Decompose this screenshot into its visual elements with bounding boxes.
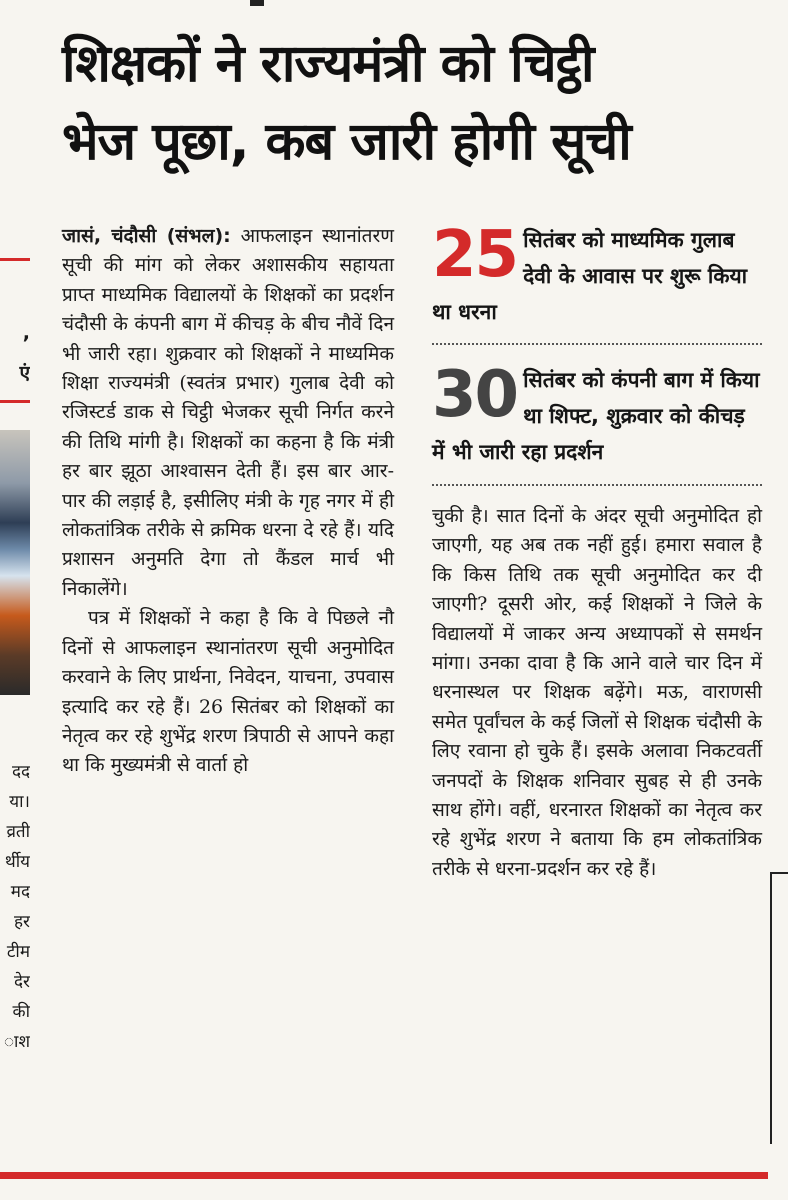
strip-fragment: एं bbox=[19, 362, 30, 384]
fact-number: 30 bbox=[432, 358, 518, 432]
article-column-right bbox=[432, 502, 762, 884]
paragraph-1 bbox=[62, 222, 394, 604]
dotted-divider bbox=[432, 484, 762, 486]
paragraph-2: पत्र में शिक्षकों ने कहा है कि वे पिछले नौ दिनों से आफलाइन स्थानांतरण सूची अनुमोदित करवाने के लिए प्रार्थना, निवेदन, याचना, उपवास इत्यादि कर रहे हैं। 26 सितंबर को शिक्षकों का नेतृत्व कर रहे शुभेंद्र शरण त्रिपाठी से आपने कहा था कि मुख्यमंत्री से वार्ता हो bbox=[62, 607, 394, 777]
adjacent-photo bbox=[0, 430, 30, 695]
bottom-red-rule bbox=[0, 1172, 768, 1179]
fact-box-1 bbox=[432, 218, 764, 330]
fact-number: 25 bbox=[432, 218, 518, 292]
paragraph-3: चुकी है। सात दिनों के अंदर सूची अनुमोदित हो जाएगी, यह अब तक नहीं हुई। हमारा सवाल है कि किस तिथि तक सूची अनुमोदित कर दी जाएगी? दूसरी ओर, कई शिक्षकों ने जिले के विद्यालयों में जाकर अन्य अध्यापकों से समर्थन मांगा। उनका दावा है कि आने वाले चार दिन में धरनास्थल पर शिक्षक बढ़ेंगे। मऊ, वाराणसी समेत पूर्वांचल के कई जिलों से शिक्षक चंदौसी के लिए रवाना हो चुके हैं। इसके अलावा निकटवर्ती जनपदों के शिक्षक शनिवार सुबह से ही उनके साथ होंगे। वहीं, धरनारत शिक्षकों का नेतृत्व कर रहे शुभेंद्र शरण ने बताया कि हम लोकतांत्रिक तरीके से धरना-प्रदर्शन कर रहे हैं। bbox=[432, 505, 762, 880]
article-column-left bbox=[62, 222, 394, 781]
top-edge-mark bbox=[250, 0, 264, 6]
headline-line-1: शिक्षकों ने राज्यमंत्री को चिट्ठी bbox=[62, 34, 594, 94]
strip-fragment: मद bbox=[10, 882, 30, 902]
headline-line-2: भेज पूछा, कब जारी होगी सूची bbox=[62, 112, 631, 172]
strip-fragment: हर bbox=[14, 912, 30, 932]
strip-fragment: र्थीय bbox=[4, 852, 30, 872]
fact-text: सितंबर को कंपनी बाग में किया था शिफ्ट, शुक्रवार को कीचड़ में भी जारी रहा प्रदर्शन bbox=[432, 368, 760, 464]
fact-text: सितंबर को माध्यमिक गुलाब देवी के आवास पर शुरू किया था धरना bbox=[432, 228, 748, 324]
adjacent-article-strip bbox=[0, 0, 30, 1200]
fact-box-2 bbox=[432, 358, 764, 470]
red-divider bbox=[0, 258, 30, 261]
column-bracket bbox=[770, 872, 788, 1144]
strip-fragment: की bbox=[12, 1002, 30, 1022]
paragraph-1-text: आफलाइन स्थानांतरण सूची की मांग को लेकर अशासकीय सहायता प्राप्त माध्यमिक विद्यालयों के शिक्षकों का प्रदर्शन चंदौसी के कंपनी बाग में कीचड़ के बीच नौवें दिन भी जारी रहा। शुक्रवार को शिक्षकों ने माध्यमिक शिक्षा राज्यमंत्री (स्वतंत्र प्रभार) गुलाब देवी को रजिस्टर्ड डाक से चिट्ठी भेजकर सूची निर्गत करने की तिथि मांगी है। शिक्षकों का कहना है कि मंत्री हर बार झूठा आश्वासन देती हैं। इस बार आर-पार की लड़ाई है, इसीलिए मंत्री के गृह नगर में ही लोकतांत्रिक तरीके से क्रमिक धरना दे रहे हैं। यदि प्रशासन अनुमति देगा तो कैंडल मार्च भी निकालेंगे। bbox=[62, 225, 394, 600]
strip-fragment: टीम bbox=[6, 942, 30, 962]
strip-fragment: ाश bbox=[3, 1032, 30, 1052]
dateline: जासं, चंदौसी (संभल): bbox=[62, 225, 231, 247]
strip-fragment: व्रती bbox=[6, 822, 30, 842]
strip-fragment: देर bbox=[14, 972, 30, 992]
dotted-divider bbox=[432, 343, 762, 345]
headline bbox=[62, 25, 762, 181]
strip-fragment: , bbox=[22, 322, 30, 344]
strip-fragment: या। bbox=[9, 792, 30, 812]
strip-fragment: दद bbox=[11, 762, 30, 782]
red-divider bbox=[0, 400, 30, 403]
